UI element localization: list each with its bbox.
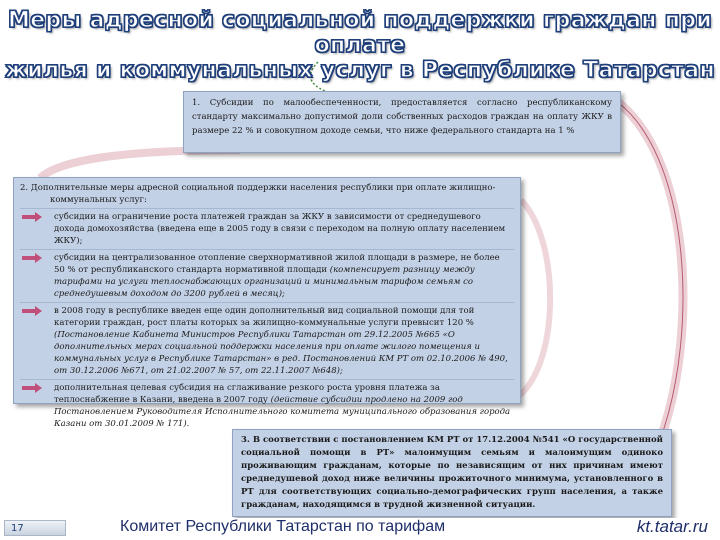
subsidy-box-1 — [183, 91, 621, 153]
organization-name: Комитет Республики Татарстан по тарифам — [120, 518, 446, 535]
arrow-right-icon — [22, 306, 42, 316]
list-item-text: субсидии на централизованное отопление сверхнормативной жилой площади в размере, не более 50 % от республиканского стандарта нормативной площади — [54, 253, 500, 275]
list-item — [20, 249, 514, 302]
arrow-right-icon — [22, 383, 42, 393]
list-item-note: (компенсирует разницу между тарифами на услуги теплоснабжающих организаций и минимальным тарифом семьям со среднедушевым доходом до 3200 рублей в месяц); — [54, 265, 475, 299]
measures-heading: 2. Дополнительные меры адресной социальной поддержки населения республики при оплате жилищно- — [20, 183, 496, 193]
title-line-1: Меры адресной социальной поддержки граждан при оплате — [8, 8, 712, 58]
list-item-note: (действие субсидии продлено на 2009 год Постановлением Руководителя Исполнительного комитета муниципального образования города Казани от 30.01.2009 № 171). — [54, 395, 511, 429]
website-link[interactable]: kt.tatar.ru — [636, 517, 708, 536]
list-item-note: (Постановление Кабинета Министров Республики Татарстан от 29.12.2005 №665 «О дополнительных мерах социальной поддержки населения при оплате жилого помещения и коммунальных услуг в Республике Татарстан» в ред. Постановлений КМ РТ от 02.10.2006 № 490, от 30.12.2006 №671, от 21.02.2007 № 57, от 22.11.2007 №648); — [54, 330, 508, 376]
list-item-text: в 2008 году в республике введен еще один дополнительный вид социальной помощи для той категории граждан, рост платы которых за жилищно-коммунальные услуги превысит 120 % — [54, 306, 475, 328]
list-item — [20, 302, 514, 379]
subsidy-box-1-text: 1. Субсидии по малообеспеченности, предоставляется согласно республиканскому стандарту максимально допустимой доли собственных расходов граждан на оплату ЖКУ в размере 22 % и совокупном доходе семьи, что ниже федерального стандарта на 1 % — [192, 98, 612, 136]
measures-heading-cont: коммунальных услуг: — [50, 195, 147, 205]
page-title — [0, 8, 720, 83]
list-item-text: субсидии на ограничение роста платежей граждан за ЖКУ в зависимости от среднедушевого дохода домохозяйства (введена еще в 2005 году в связи с переходом на полную оплату населением ЖКУ); — [54, 212, 506, 246]
list-item-text: дополнительная целевая субсидия на сглаживание резкого роста уровня платежа за теплоснабжение в Казани, введена в 2007 году — [54, 383, 440, 405]
list-item — [20, 208, 514, 249]
state-assistance-box — [232, 429, 672, 517]
additional-measures-box — [13, 177, 521, 429]
title-line-2: жилья и коммунальных услуг в Республике Татарстан — [5, 58, 715, 83]
page-number: 17 — [4, 520, 66, 536]
arrow-right-icon — [22, 253, 42, 263]
arrow-right-icon — [22, 212, 42, 222]
list-item — [20, 379, 514, 432]
state-assistance-text: 3. В соответствии с постановлением КМ РТ от 17.12.2004 №541 «О государственной социальной помощи в РТ» малоимущим семьям и малоимущим одиноко проживающим гражданам, которые по независящим от них причинам имеют среднедушевой доход ниже величины прожиточного минимума, установленного в РТ для соответствующих социально-демографических групп населения, а также гражданам, находящимся в трудной жизненной ситуации. — [241, 435, 663, 510]
